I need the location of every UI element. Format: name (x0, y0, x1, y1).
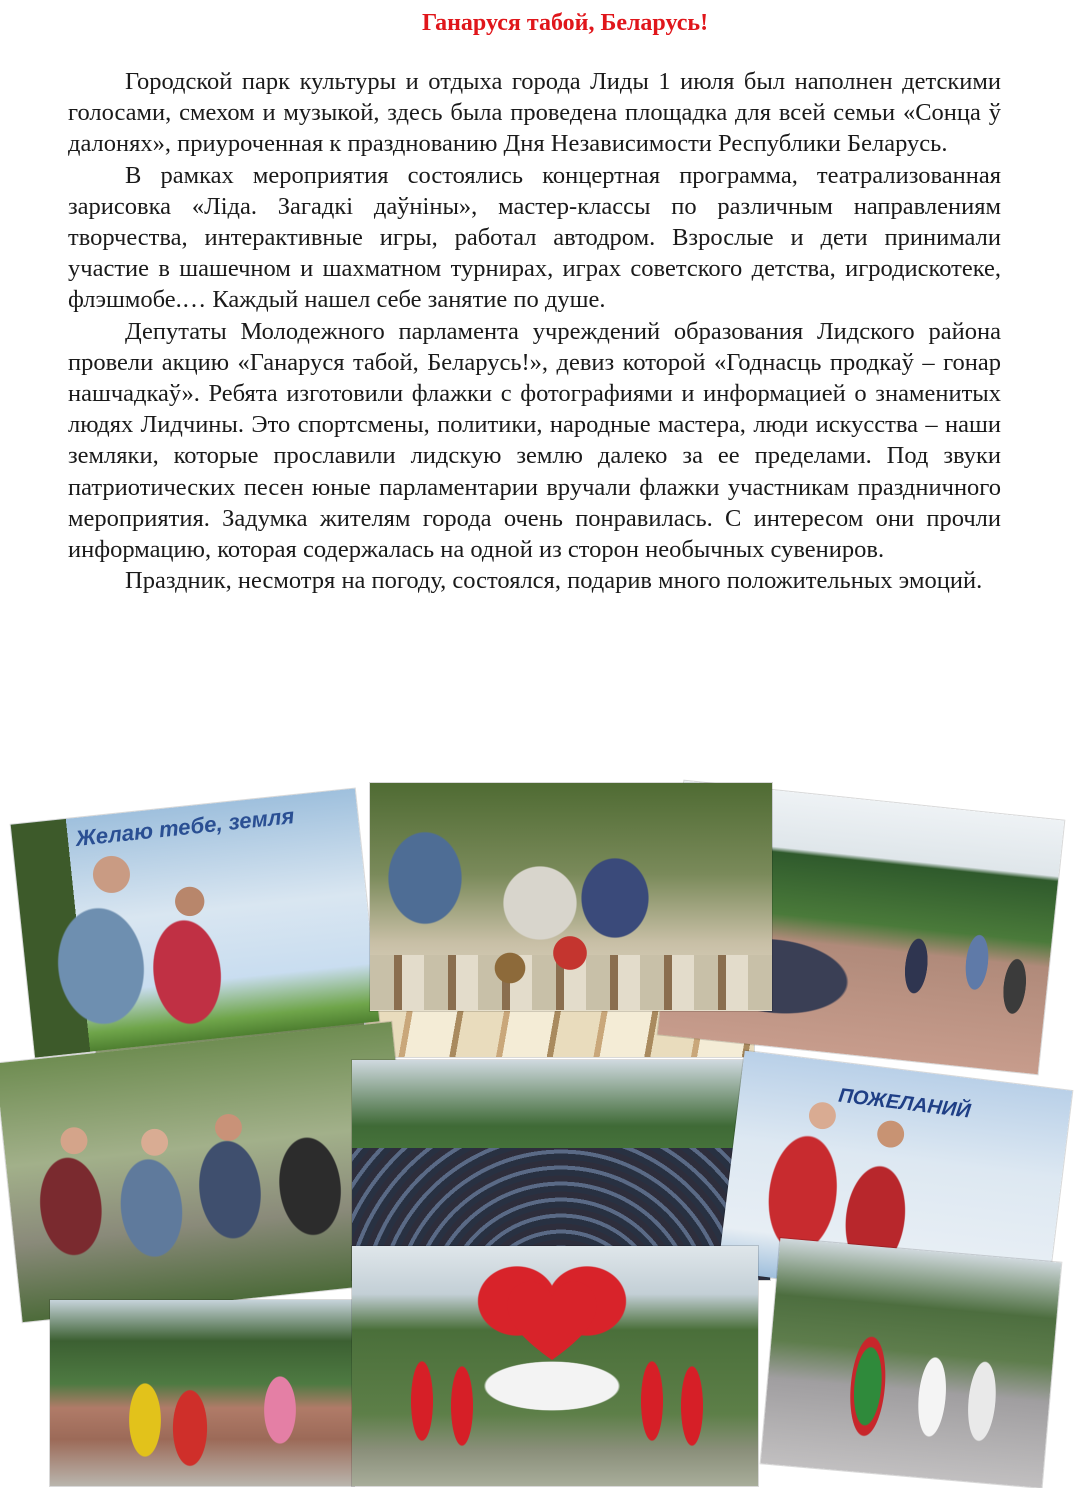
article-body (68, 66, 1001, 596)
article-paragraph: Городской парк культуры и отдыха города Лиды 1 июля был наполнен детскими голосами, смехом и музыкой, здесь была проведена площадка для всей семьи «Сонца ў далонях», приуроченная к празднованию Дня Независимости Республики Беларусь. (68, 68, 1001, 158)
article-paragraph: Праздник, несмотря на погоду, состоялся, подарив много положительных эмоций. (125, 567, 983, 595)
article-paragraph: Депутаты Молодежного парламента учреждений образования Лидского района провели акцию «Ганаруся табой, Беларусь!», девиз которой «Годнасць продкаў – гонар нашчадкаў». Ребята изготовили флажки с фотографиями и информацией о знаменитых людях Лидчины. Это спортсмены, политики, народные мастера, люди искусства – наши земляки, которые прославили лидскую землю далеко за ее пределами. Под звуки патриотических песен юные парламентарии вручали флажки участникам праздничного мероприятия. Задумка жителям города очень понравилась. С интересом они прочли информацию, которая содержалась на одной из сторон необычных сувениров. (68, 317, 1001, 564)
heart-icon (502, 1274, 602, 1364)
photo-crafts-table (370, 783, 772, 1011)
photo-folk-costumes (761, 1238, 1062, 1488)
photo-heart-monument (352, 1246, 758, 1486)
photo-clowns-stage (50, 1300, 354, 1486)
photo-children-wish-board (11, 789, 380, 1058)
article-paragraph: В рамках мероприятия состоялись концертная программа, театрализованная зарисовка «Ліда. Загадкі даўніны», мастер-классы по различным направлениям творчества, интерактивные игры, работал автодром. Взрослые и дети принимали участие в шашечном и шахматном турнирах, играх советского детства, игродискотеке, флэшмобе.… Каждый нашел себе занятие по душе. (68, 161, 1001, 314)
page-title: Ганаруся табой, Беларусь! (421, 10, 709, 36)
wish-board-caption: Желаю тебе, земля (74, 803, 296, 851)
photo-collage (0, 780, 1080, 1486)
wishes-board-caption: ПОЖЕЛАНИЙ (837, 1084, 972, 1123)
